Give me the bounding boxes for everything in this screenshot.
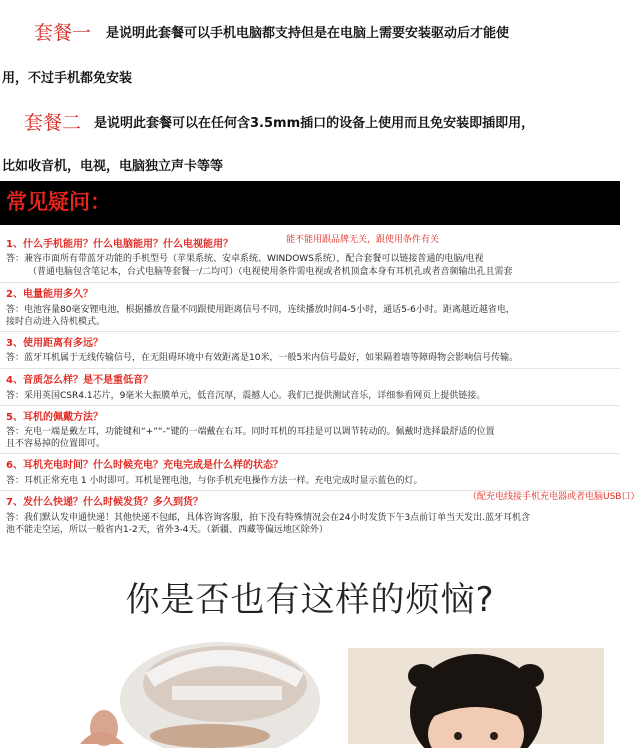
faq-question-6: 6、耳机充电时间？什么时候充电？充电完成是什么样的状态？ xyxy=(6,460,283,471)
package-2-desc-line1: 是说明此套餐可以在任何含3.5mm插口的设备上使用而且免安装即插即用， xyxy=(94,116,535,131)
faq-answer-7-line2: 池不能走空运，所以一般省内1-2天，省外3-4天。（新疆、西藏等偏远地区除外） xyxy=(6,525,328,535)
faq-answer-7-line1: 答：我们默认发申通快递！其他快递不包邮，具体咨询客服，拍下没有特殊情况会在24小时发货下午3点前订单当天发出.蓝牙耳机含 xyxy=(6,513,531,523)
faq-answer-1-line1: 答：兼容市面所有带蓝牙功能的手机型号（苹果系统、安卓系统、WINDOWS系统），配合套餐可以链接普通的电脑/电视 xyxy=(6,254,484,264)
faq-answer-1-line2: （普通电脑包含笔记本，台式电脑等套餐一/二均可）（电视使用条件需电视或者机顶盒本身有耳机孔或者音频输出孔且需套 xyxy=(28,267,513,277)
faq-divider xyxy=(0,282,620,283)
package-1-name: 套餐一 xyxy=(34,22,92,44)
faq-answer-3-line1: 答：蓝牙耳机属于无线传输信号，在无阻碍环境中有效距离是10米，一般5米内信号最好，如果隔着墙等障碍物会影响信号传输。 xyxy=(6,353,519,363)
faq-answer-4-line1: 答：采用英国CSR4.1芯片，9毫米大振膜单元，低音沉厚，震撼人心。我们已提供测试音乐，详细参看网页上提供链接。 xyxy=(6,391,486,401)
faq-answer-5-line1: 答：充电一端是戴左耳，功能键和“+”“-”键的一端戴在右耳。同时耳机的耳挂是可以调节转动的。佩戴时选择最舒适的位置 xyxy=(6,427,495,437)
faq-question-3: 3、使用距离有多远？ xyxy=(6,338,103,349)
faq-answer-2-line2: 接时自动进入待机模式。 xyxy=(6,317,106,327)
faq-section xyxy=(0,227,639,546)
faq-question-7: 7、发什么快递？什么时候发货？多久到货？ xyxy=(6,497,203,508)
package-2-desc-line2: 比如收音机，电视，电脑独立声卡等等 xyxy=(2,159,224,174)
package-1-desc-line1: 是说明此套餐可以手机电脑都支持但是在电脑上需要安装驱动后才能使 xyxy=(106,26,510,41)
faq-divider xyxy=(0,490,620,491)
faq-answer-6-line1: 答：耳机正常充电 1 小时即可。耳机是锂电池，与你手机充电操作方法一样。充电完成时显示蓝色的灯。 xyxy=(6,476,423,486)
faq-divider xyxy=(0,453,620,454)
package-2-name: 套餐二 xyxy=(24,112,82,134)
faq-note-1: 能不能用跟品牌无关，跟使用条件有关 xyxy=(286,235,440,245)
faq-note-7: （配充电线接手机充电器或者电脑USB口） xyxy=(468,492,639,502)
faq-title: 常见疑问： xyxy=(6,190,111,214)
faq-answer-2-line1: 答：电池容量80毫安锂电池，根据播放音量不同跟使用距离信号不同，连续播放时间4-5小时，通话5-6小时。距离越近越省电， xyxy=(6,305,515,315)
faq-question-2: 2、电量能用多久？ xyxy=(6,289,93,300)
child-photo xyxy=(348,648,604,744)
elderly-man-photo xyxy=(60,640,320,744)
faq-question-5: 5、耳机的佩戴方法？ xyxy=(6,412,103,423)
faq-divider xyxy=(0,405,620,406)
faq-divider xyxy=(0,368,620,369)
faq-divider xyxy=(0,331,620,332)
faq-question-1: 1、什么手机能用？什么电脑能用？什么电视能用？ xyxy=(6,239,233,250)
headline: 你是否也有这样的烦恼? xyxy=(125,580,495,620)
faq-question-4: 4、音质怎么样？是不是重低音？ xyxy=(6,375,153,386)
faq-answer-5-line2: 且不容易掉的位置即可。 xyxy=(6,439,106,449)
package-1-desc-line2: 用，不过手机都免安装 xyxy=(2,71,133,86)
